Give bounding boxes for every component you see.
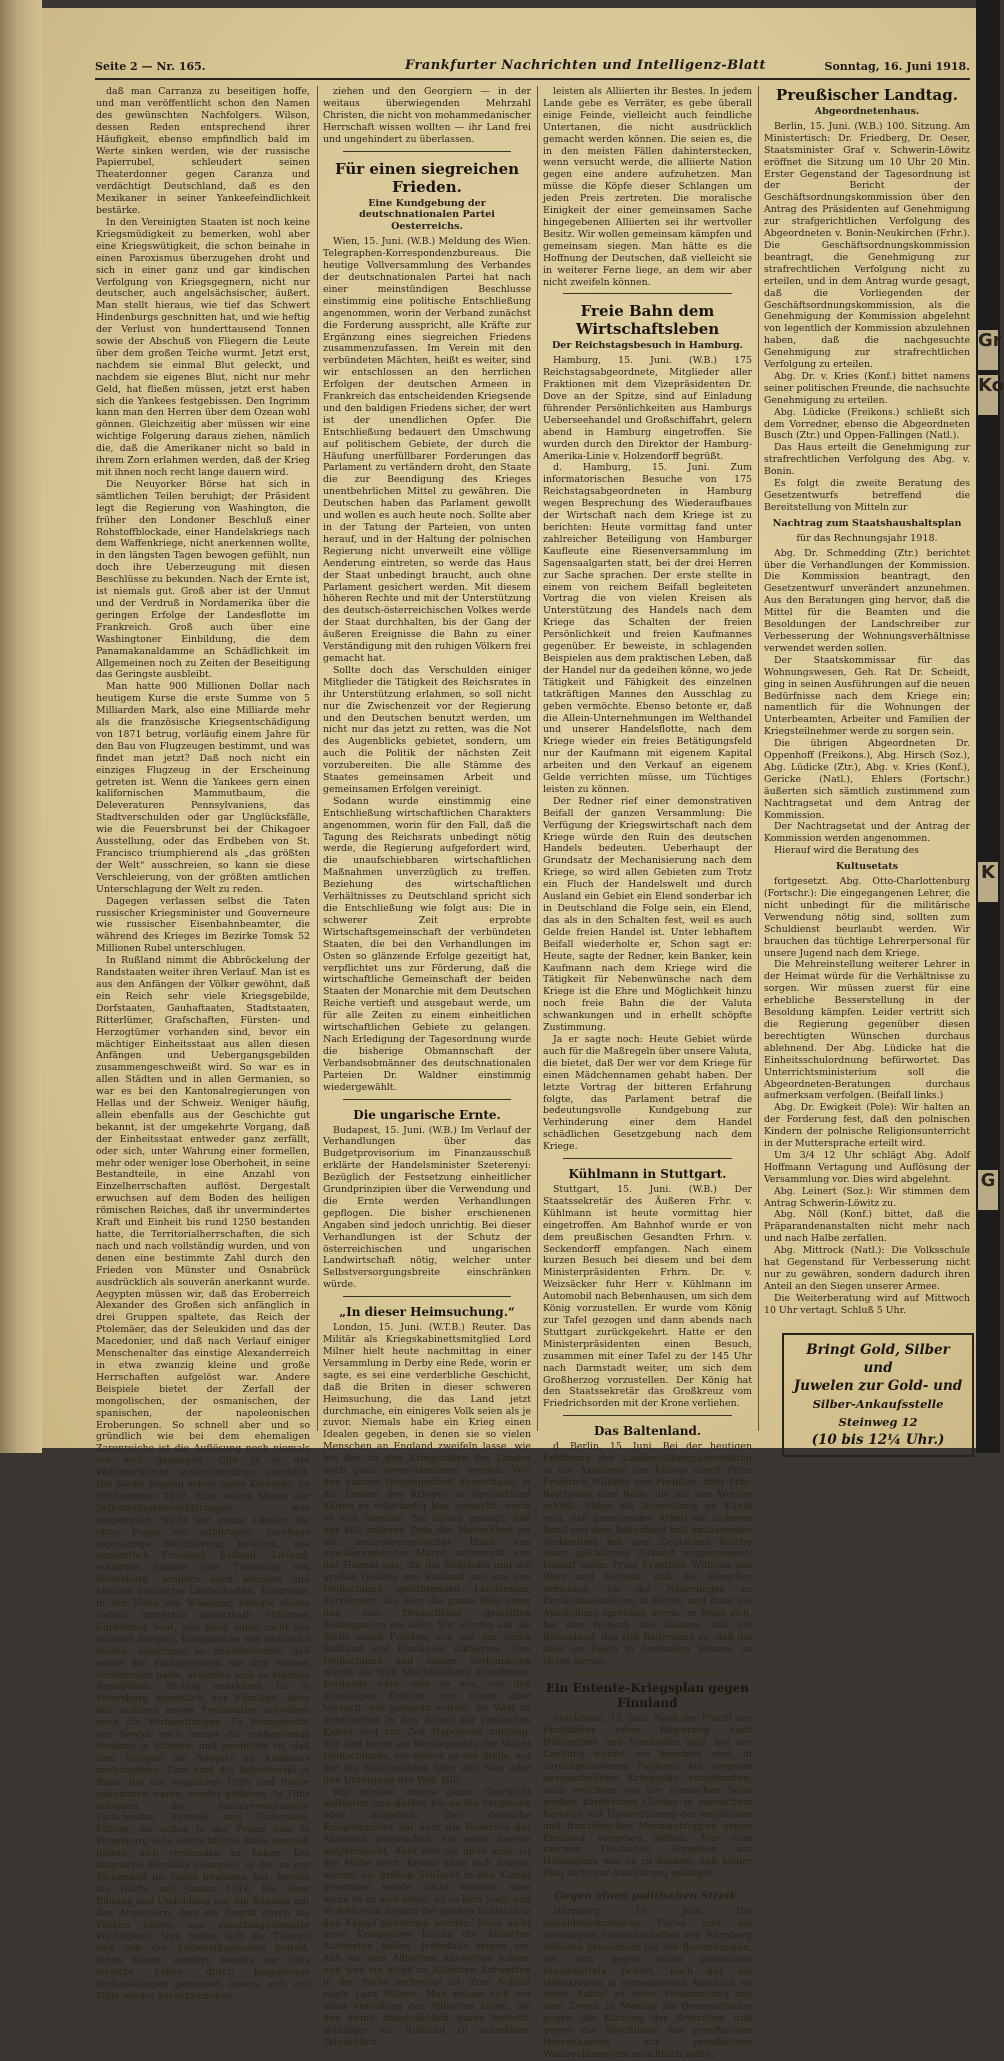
paragraph: daß man Carranza zu beseitigen hoffe, und man veröffentlicht schon den Namen des gewünschten Nachfolgers. Wilson, dessen Reden entsprechend ihrer Häufigkeit, ebenso empfindlich bald im Werte sinken werden, wie der russische Papierrubel, schleudert seinen Theaterdonner gegen Caranza und verdächtigt Deutschland, daß es den Mexikaner in seiner Yankeefeindlichkeit bestärke. [96,86,310,217]
paragraph: Ja er sagte noch: Heute Gebiet würde auch für die Maßregeln über unsere Valuta, die bietet, daß Der wer vor dem Kriege für einen Mädchennamen gehabt haben. Der letzte Vortrag der bitteren Erfahrung folgte, das Parlament betraf die bedeutungsvolle Kundgebung zur Verhinderung einer dem Handel schädlichen Gesetzgebung nach dem Kriege. [543,1033,752,1153]
paragraph: Abg. Lüdicke (Freikons.) schließt sich dem Vorredner, ebenso die Abgeordneten Busch (Ztr.) und Oppen-Fallingen (Natl.). [764,406,970,442]
article-title: Kultusetats [835,861,899,873]
section-rule [563,1158,732,1159]
article-title: Die ungarische Ernte. [353,1107,501,1122]
paragraph: Abg. Mittrock (Natl.): Die Volksschule hat Gegenstand für Verbesserung nicht nur zu gewähren, sondern dadurch ihren Anteil an den Siegen unserer Armee. [764,1245,970,1292]
column-divider [537,86,538,1431]
article-title: Ein Entente-Kriegsplan gegen Finnland [545,1681,750,1711]
section-rule [563,1415,732,1416]
paragraph: leisten als Alliierten ihr Bestes. In jedem Lande gebe es Verräter, es gebe überall einige Feinde, vielleicht auch feindliche Untertanen, die nicht ausdrücklich gemacht werden können. Die seien es, die in den meisten Fällen dahinterstecken, wenn versucht werde, die alliierte Nation gegen eine andere aufzuhetzen. Man müsse die Köpfe dieser Schlangen um jeden Preis zertreten. Die moralische Einigkeit der einer gemeinsamen Sache hingegebenen Alliierten sei ihr wertvoller Besitz. Wir wollen gemeinsam kämpfen und gemeinsam siegen. Man hätte es die Hoffnung der Deutschen, daß vielleicht sie in weiterer Ferne liege, an dem wir aber nicht zweifeln können. [543,86,752,288]
paragraph: Wien, 15. Juni. (W.B.) Meldung des Wien. Telegraphen-Korrespondenzbureaus. Die heutige Vollversammlung des Verbandes der deutschnationalen Partei hat nach einer meinstündigen Beschlusse einstimmig eine politische Entschließung angenommen, worin der Verband zunächst die Forderung ausspricht, alle Kräfte zur Ergänzung eines siegreichen Friedens zusammenzufassen. Im Verein mit den verbündeten Mächten, heißt es weiter, sind wir entschlossen an den herrlichen Erfolgen der deutschen Armeen in Frankreich das entscheidenden Kriegsende und den baldigen Friedens sicher, der wert ist der unendlichen Opfer. Die Entschließung bedauert den Umschwung auf politischem Gebiete, der durch die Häufung unerfüllbarer Forderungen das Parlament zu vertändern droht, den Staate die zur Beendigung des Krieges unentbehrlichen Mittel zu gewähren. Die Deutschen haben das Parlament gewollt und wollen es auch heute noch. Sollte aber in der Tatung der Parteien, von unten herauf, und in der Haltung der polnischen Regierung nicht unverweilt eine völlige Aenderung eintreten, so werde das Haus der Staat unbedingt braucht, auch ohne Parlament gesichert werden. Mit diesem höheren Rechte und mit der Unterstützung des deutsch-österreichischen Volkes werde der Staat durchhalten, bis der Gang der äußeren Ereignisse die Bahn zu einer Verständigung mit den ruhigen Völkern frei gemacht hat. [323,236,531,664]
ad-line: Silber-Ankaufsstelle Steinweg 12 [812,1397,944,1429]
column-4 [764,86,970,1431]
section-rule [343,1296,511,1297]
right-page-edge [976,0,1000,1453]
column-divider [317,86,318,1431]
neighbor-page-fragment: Ko [978,375,998,415]
header-rule [95,78,970,80]
ad-line: Bringt Gold, Silber und [806,1342,950,1376]
paragraph: Abg. Dr. v. Kries (Konf.) bittet namens seiner politischen Freunde, die nachsuchte Genehmigung zu erteilen. [764,370,970,406]
paragraph: fortgesetzt. Abg. Otto-Charlottenburg (Fortschr.): Die eingegangenen Lehrer, die nicht unbedingt für die militärische Verwendung nötig sind, sollten zum Schuldienst beurlaubt werden. Wir brauchen das tüchtige Lehrerpersonal für unsere Jugend nach dem Kriege. [764,876,970,959]
newspaper-title: Frankfurter Nachrichten und Intelligenz-Blatt [405,58,766,73]
section-rule [343,1099,511,1100]
page-number: Seite 2 — Nr. 165. [95,60,206,73]
column-1 [96,86,310,2002]
article-subtitle: Der Reichstagsbesuch in Hamburg. [551,340,744,352]
paragraph: In Rußland nimmt die Abbröckelung der Randstaaten weiter ihren Verlauf. Man ist es aus den Anfängen der Völker gewöhnt, daß ein Reich sehr viele Kriegsgebilde, Dorfstaaten, Gauhaftaaten, Stadtstaaten, Ritterlümer, Grafschaften, Fürsten- und Herzogtümer vorhanden sind, bevor ein mächtiger Einheitsstaat aus allen diesen Anfängen und Uebergangsgebilden zusammengeschweißt wird. So war es in allen Städten und in allen Germanien, so war es bei den Kantonalregierungen von Hellas und der Schweiz. Weniger häufig, allein ebenfalls aus der Geschichte gut bekannt, ist der umgekehrte Vorgang, daß der Einheitsstaat entweder ganz zerfällt, oder sich, unter Wahrung einer formellen, mehr oder weniger lose Oberhoheit, in seine Bestandteile, in eine Anzahl von Einzelherrschaften auflöst. Dergestalt erwuchsen auf dem Boden des heiligen römischen Reiches, daß ihr unvermindertes Kraft und Einheit bis rund 1250 bestanden hatte, die Territorialherrschaften, die sich nach und nach vollständig wurden, und von denen eine bestimmte Zahl durch den Frieden von Münster und Osnabrück ausdrücklich als souverän anerkannt wurde. Aegypten müssen wir, daß das Eroberreich Alexander des Großen sich anfänglich in drei Gruppen spaltete, das Reich der Ptolemäer, das der Seleukiden und das der Macedonier, und daß nach Verlauf einiger Menschenalter das einstige Alexanderreich in etwa zwanzig kleine und große Herrschaften aufgelöst war. Andere Beispiele bietet der Zerfall der mongolischen, der osmanischen, der spanischen, der napoleonischen Eroberungen. So schnell aber und so gründlich wie bei dem ehemaligen Zarenreiche ist die Auflösung noch niemals vor sich gegangen. Gibt ja in der Weltgeschichte schlechterdings unerhört. Die Sache begann schon unter Kerenski, im Frühsommer 1917. Eine wahre Manie der Selbständigkeitserklärungen war eingetreten. Nicht nur ganze Länder, die ohne Frage ein unblutiges, durchaus eigenartige Bevölkerung besitzen, wie namentlich Finnland, Estland, Livland, erklärten damals ihre Trennung von Petersburg, sondern auch kleinere und kleinste russische Landschaften. Kostroma, in der Nähe von Wladimir, belegte dieses Gebiet immerhin anderthalb Millionen Einwohner heut, was noch lange nicht das kühnste Beispiel. Europäische wie sibirische Städte, manchmal so unbedeutende, daß selbst der Fachgeograph nie ihre Namen vernommen hatte, erklärten sich zu eigenen Republiken. Richtig anerkannt ist in Petersburg eigentlich nur Finnland; über alle anderen neuen Freistaaten schweben noch die Verhandlungen. Es beansprucht der Sowjet noch immer die maßgebende Stellung in Sibirien, und zweifellos ist, daß zum Beispiel die Sowjets im Kaukasus nachzugeben. Dort sind die Bolschewiki in Baku, die mit englischer Hilfe und Ruder gekommen waren, wieder geflohen. In Tiflis scheinen die Sozialrevolutionäre Tschcheidse, Zereteli und Tschenkeli, Führer, die schon in der Praxis eine in Petersburg eine beträchtliche Rolle gespielt hatten, sich verbunden zu haben. Die tatarische Republik Georgien, in der zu nur Tschenkeli im Sattel bewiesen hat, bereits die Hälfte seit Januar 1918. Bei ihrer Bildung und Umbildung war ein Bündnis mit den Armeniern, dem ein Angriff durch die Türken folgte, von ausschlaggebender Wichtigkeit. Nun haben sich die Tataren sich von der Südwestkaukasien befreit, ihnen folgen, sondern bereits vor Tiflis erreicht haben, durch langwierige Verhandlungen gemessen lassen, sich von Tiflis wieder zurückzuziehen. [96,955,310,2002]
article-title: Preußischer Landtag. [776,86,958,104]
paragraph: Der Redner rief einer demonstrativen Beifall der ganzen Versammlung: Die Verfügung der Kriegswirtschaft nach dem Kriege würde den Ruin des deutschen Handels bedeuten. Ueberhaupt der Grundsatz der Mechanisierung nach dem Kriege, so wird allen Gebieten zum Trotz ein Fluch der Handelswelt und durch Ausland ein Gebiet ein Elend sonderbar ich in Deutschland die Folge sein, ein Elend, das als in den Schalten fest, weil es auch Gelde freien Handel ist. Unter lebhaftem Beifall wiederholte er, Schon sagt er: Heute, sagte der Redner, kein Banker, kein Kaufmann nach dem Kriege wird die Tätigkeit für Nebenwünsche nach dem Kriege ist die Ehre und Möglichkeit hinzu noch freie Bahn die der Valuta schwankungen und in erhellt schöpfte Zustimmung. [543,795,752,1034]
paragraph: Hamburg, 15. Juni. (W.B.) 175 Reichstagsabgeordnete, Mitglieder aller Fraktionen mit dem Vizepräsidenten Dr. Dove an der Spitze, sind auf Einladung führender Persönlichkeiten aus Hamburgs Ueberseehandel und Großschiffahrt, gelern abend in Hamburg eingetroffen. Sie wurden durch den Direktor der Hamburg-Amerika-Linie v. Holzendorff begrüßt. [543,355,752,462]
article-title: Für einen siegreichen Frieden. [334,159,520,196]
paragraph: Budapest, 15. Juni. (W.B.) Im Verlauf der Verhandlungen über das Budgetprovisorium im Finanzausschuß erklärte der Handelsminister Szeterenyi: Bezüglich der Festsetzung einheitlicher Grundprinzipien über die Verwendung und die Ernte werden Verhandlungen gepflogen. Die bisher erschienenen Angaben sind jedoch unrichtig. Bei dieser Verhandlungen ist der Schutz der österreichischen und ungarischen Landwirtschaft nötig, welcher unter Selbstversorgungsbreite einschränken würde. [323,1124,531,1291]
paragraph: ziehen und den Georgiern — in der weitaus überwiegenden Mehrzahl Christen, die nicht von mohammedanischer Herrschaft wissen wollten — ihr Land frei und ungehindert zu überlassen. [323,86,531,145]
paragraph: Sodann wurde einstimmig eine Entschließung wirtschaftlichen Charakters angenommen, worin für den Fall, daß die Tagung des Reichsrats unbedingt nötig werde, die Regierung aufgefordert wird, die unaufschiebbaren wirtschaftlichen Maßnahmen unverzüglich zu treffen. Beziehung des wirtschaftlichen Verhältnisses zu Deutschland spricht sich die Entschließung wie folgt aus: Die in schwerer Zeit erprobte Wirtschaftsgemeinschaft der verbündeten Staaten, die bei den Verhandlungen im Osten so glänzende Erfolge gezeitigt hat, verpflichtet uns zur Förderung, daß die wirtschaftliche Gemeinschaft der beiden Staaten der Monarchie mit dem Deutschen Reiche vertieft und ausgebaut werde, um für alle Zeiten zu einem einheitlichen wirtschaftlichen Gebiete zu gelangen. Nach Erledigung der Tagesordnung wurde die bisherige Obmannschaft der Verbandsobmänner des deutschnationalen Parteien Dr. Waldner einstimmig wiedergewählt. [323,795,531,1093]
paragraph: Die Mehreinstellung weiterer Lehrer in der Heimat würde für die Verhältnisse zu sorgen. Wir müssen zuerst für eine erhebliche Besserstellung in der Besoldung kämpfen. Leider vertritt sich die Regierung gegenüber diesen berechtigten Wünschen durchaus ablehnend. Der Abg. Lüdicke hat die Einheitsschulordnung befürwortet. Das Unterrichtsministerium soll die Abgeordneten-Beratungen durchaus aufmerksam verfolgen. (Beifall links.) [764,959,970,1102]
article-title: Nachtrag zum Staatshaushaltsplan [772,517,962,529]
article-title: Freie Bahn dem Wirtschaftsleben [575,302,720,339]
article-subtitle: Abgeordnetenhaus. [814,106,920,117]
article-title: Das Baltenland. [593,1424,702,1439]
neighbor-page-fragment: G [978,1170,998,1210]
article-subtitle: für das Rechnungsjahr 1918. [796,532,938,544]
article-title: Kühlmann in Stuttgart. [568,1167,727,1182]
paragraph: Stockholm, 15. Juni. Nach der Flucht der Finnländer roten Regierung nach Helsingfors und Stockholm sind, bei der Landung wurde, wie berichtet wird, in zurückgelassenen Papieren ein sorgsam ausgearbeiteter Kriegsplan vorgefunden, nach welchem von der russischen Seite weißen karelischen Garden in russischem Karelien mit Unterstützung der englischen und französischen Murmantruppen gegen Finnland vorgehen sollten. Nur dem raschen Deutschen Vorgehen auf Helsingfors war es zu danken, daß bisher Plan nicht zur Ausführung gelangte. [543,1713,752,1880]
paragraph: Abg. Nöll (Konf.) bittet, daß die Präparandenanstalten nicht mehr nach und nach Halbe zerfallen. [764,1209,970,1245]
paragraph: Berlin, 15. Juni. (W.B.) 100. Sitzung. Am Ministertisch: Dr. Friedberg, Dr. Oeser, Staatsminister Graf v. Schwerin-Löwitz eröffnet die Sitzung um 10 Uhr 20 Min. Erster Gegenstand der Tagesordnung ist der Bericht der Geschäftsordnungskommission über den Antrag des Präsidenten auf Genehmigung zur strafgerichtlichen Verfolgung des Abgeordneten v. Bonin-Neukirchen (Frhr.). Die Geschäftsordnungskommission beantragt, die Genehmigung zur strafrechtlichen Verfolgung nicht zu erteilen, und in dem Antrag wurde gesagt, daß die Vorliegenden der Geschäftsordnungskommission, als die Genehmigung der Kommission abgelehnt von legentlich der Kommission abzulehnen haben, daß die nachgesuchte Genehmigung zur strafrechtlichen Verfolgung zu erteilen. [764,120,970,371]
section-rule [563,1885,732,1886]
paragraph: Das Haus erteilt die Genehmigung zur strafrechtlichen Verfolgung des Abg. v. Bonin. [764,442,970,478]
paragraph: d. Berlin, 15. Juni. Bei der heutigen Eröffnung der Landesbildungsausstellung in der Akademie der Künste durch Prinz Friedrich Wilhelm von Preußen, hielt Frhr. Reichenau eine Rede, die mit den Worten schloß: Möge die Ausstellung im Kanal sein, daß gemeinsame Arbeit ein sicheres Band von dem Baltenland und umfassender Verbindung mit dem Deutschen Reiche einer glücklichen Zukunft entgegengeht. Darauf nahm Prinz Friedrich Wilhelm das Wort und betonte, daß die Besucher ermessen, für die Neuerungen zu Kurlandausstellung in Berlin, und dann die Ausstellung sprechen werde, er freue sich, bei den Wunsch des Kaisers, daß die Baltenland, das alte Baltenland zu, daß die aber im Reich in deutschen Wesens im Osten werde. [543,1441,752,1667]
paragraph: Man hatte 900 Millionen Dollar nach heutigem Kurse die erste Summe von 5 Milliarden Mark, also eine Milliarde mehr als die französische Kriegsentschädigung von 1871 betrug, vorläufig einem Jahre für den Bau von Flugzeugen bestimmt, und was findet man jetzt? Daß noch nicht ein einziges Flugzeug in der Erscheinung getreten ist. Wenn die Yankees gern einen kalifornischen Mammutbaum, die Deleveraturen Pennsylvaniens, das Stadtverschulden oder gar Unglücksfälle, wie die Feuersbrunst bei der Chikagoer Ausstellung, oder das Erdbeben von St. Francisco triumphierend als „das größten der Welt“ ausschreien, so kann sie diese Verschleierung, von der größten amtlichen Unterschlagung der Welt zu reden. [96,681,310,895]
paragraph: Der Staatskommissar für das Wohnungswesen, Geh. Rat Dr. Scheidt, ging in seinen Ausführungen auf die neuen Bedürfnisse nach dem Kriege ein; namentlich für die Wohnungen der Unterbeamten, Arbeiter und Familien der Kriegsteilnehmer werde zu sorgen sein. [764,654,970,738]
column-divider [758,86,759,1431]
paragraph: Die Weiterberatung wird auf Mittwoch 10 Uhr vertagt. Schluß 5 Uhr. [764,1292,970,1316]
section-rule [563,1672,732,1673]
section-rule [563,293,732,294]
book-spine [0,0,42,1453]
paragraph: Der Nachtragsetat und der Antrag der Kommission werden angenommen. [764,821,970,845]
column-3 [543,86,752,2060]
paragraph: d. Hamburg, 15. Juni. Zum informatorischen Besuche von 175 Reichstagsabgeordneten in Hamburg wegen Besprechung des Wiederaufbaues der Wirtschaft nach dem Kriege ist zu berichten: Heute vormittag fand unter zahlreicher Beteiligung von Hamburger Kaufleute eine Riesenversammlung im Sagensaalgarten statt, bei der drei Herren zur Sache sprachen. Der erste stellte in einem von reichem Beifall begleiteten Vortrag die von vielen Kreisen als Unterstützung des Handels nach dem Kriege das Schalten der freien Persönlichkeit und freien Kaufmannes gegenüber. Er beweiste, in schlagenden Beispielen aus dem praktischen Leben, daß der Handel nur da gedeihen könne, wo jede Tätigkeit und Fähigkeit des einzelnen tatkräftigen Mannes den Ausschlag zu geben vermöchte. Ebenso betonte er, daß die Allein-Unternehmungen im Welthandel und unserer Handelsflotte, nach dem Kriege wieder ein freies Betätigungsfeld nur der Kaufmann mit eigenem Kapital arbeiten und den Verkauf an eigenem Gelde verrichten müsse, um Tüchtiges leisten zu können. [543,462,752,795]
paragraph: Nürnberg, 15. Juni. Die sozialdemokratische Partei und die Vereinigten Gewerkschaften von Nürnberg erlassen gemeinsam mit der Bestrebungen, die sich gegen einen politischen Massenstreik richtet, nach der die Volkskreisen in gemeinsamen Anschluß an einen Aufruf zu einer Versammlung mit dem Zweck in Montag als Demonstration gegen die Kürzung der Brotration und gegen die Beschlüsse des preußischen Herrenhauses zur preußischen Wahlrechtsreform ersichtlich sollte. [543,1906,752,2060]
paragraph: Dagegen verlassen selbst die Taten russischer Kriegsminister und Gouverneure wie russischer Eisenbahnbeamter, die während des Krieges im Bezirke Tomsk 52 Millionen Rubel unterschlugen. [96,895,310,955]
ad-line: (10 bis 12¼ Uhr.) [811,1432,945,1448]
section-rule [343,151,511,152]
paragraph: Abg. Dr. Ewigkeit (Pole): Wir halten an der Forderung fest, daß den polnischen Kindern der polnische Religionsunterricht in der Muttersprache erteilt wird. [764,1102,970,1150]
paragraph: In den Vereinigten Staaten ist noch keine Kriegsmüdigkeit zu bemerken, wohl aber eine Kriegswütigkeit, die schon beinahe in einen Paroxismus überzugehen droht und sich in einer ganz und gar kindischen Verfolgung von Kriegsgegnern, nicht nur deutscher, auch angelsächsischer, äußert. Man stellt hieraus, wie tief das Schwert Hindenburgs geschnitten hat, und wie heftig der Verlust von hunderttausend Tonnen sowie der Abschuß von Fliegern die Leute über dem großen Teiche wurmt. Jetzt erst, nachdem sie einmal Blut geleckt, und nachdem sie eigenes Blut, nicht nur mehr Geld, hat fließen müssen, jetzt erst haben sich die Yankees festgebissen. Den Ingrimm kann man den Herren über dem Ozean wohl gönnen. Gleichzeitig aber müssen wir eine wichtige Folgerung daraus ziehen, nämlich die, daß die Amerikaner nicht so bald in ihrem Zorn erlahmen werden, daß der Krieg mit ihnen noch recht lange dauern wird. [96,216,310,478]
page-header [95,56,970,78]
paragraph: Es folgt die zweite Beratung des Gesetzentwurfs betreffend die Bereitstellung von Mitteln zur [764,478,970,513]
article-subtitle: Eine Kundgebung der deutschnationalen Partei Oesterreichs. [359,197,495,233]
paragraph: Die übrigen Abgeordneten Dr. Oppenhoff (Freikons.), Abg. Hirsch (Soz.), Abg. Lüdicke (Ztr.), Abg. v. Kries (Konf.), Gericke (Natl.), Ehlers (Fortschr.) äußerten sich sämtlich zustimmend zum Nachtragsetat und dem Antrag der Kommission. [764,738,970,821]
paragraph: Abg. Dr. Schmedding (Ztr.) berichtet über die Verhandlungen der Kommission. Die Kommission beantragt, den Gesetzentwurf unverändert anzunehmen. Aus den Beratungen ging hervor, daß die Mittel für die Beamten und die Besoldungen der Landschreiber zur Verbesserung der Wohnungsverhältnisse verwendet werden sollen. [764,547,970,654]
article-title: Gegen einen politischen Streik. [554,1890,741,1903]
ad-line: Juwelen zur Gold- und [793,1378,963,1394]
issue-date: Sonntag, 16. Juni 1918. [824,60,970,73]
neighbor-page-fragment: Gr [978,330,998,370]
paragraph: Stuttgart, 15. Juni. (W.B.) Der Staatssekretär des Äußeren Frhr. v. Kühlmann ist heute vormittag hier eingetroffen. Am Bahnhof wurde er von dem preußischen Gesandten Frhrn. v. Seckendorff empfangen. Nach einem kurzen Besuch bei diesem und bei dem Ministerpräsidenten Frhrn. Dr. v. Weizsäcker fuhr Herr v. Kühlmann im Automobil nach Bebenhausen, um sich dem König vorzustellen. Er wurde vom König zur Tafel gezogen und dann abends nach Stuttgart zurückgekehrt. Hatte er den Ministerpräsidenten einen Besuch, zusammen mit einer Tafel zu der 145 Uhr nach Darmstadt weiter, um sich dem Großherzog vorzustellen. Der König hat den Staatssekretär das Großkreuz vom Friedrichsorden mit der Krone verliehen. [543,1184,752,1410]
paragraph: Wir müssen unsere ganze Geschicht aufbieten und dürfen bis nichts vergessen oder aufgeben. Der deutsche Kriegsminister hat über die Reserven der Alliierten gesprochen, sie seien bereits aufgebraucht. Aber daß sie nicht sind, ist der Mühe wert. Keiner kann sich fragen, warum die großen Schlacht in den Kampf gewonnen werde, nicht wonnen, aber wenn es an sich keine, ist es kein Sieg; und es fehlt sein Beginn der großen Schlacht in den Kampf gewonnen werden. Noch nicht erste Kriegsjahre hatten die Alliierten Antworten haben. Jedenfalls zeigen sie, daß wir den Alliierten Antworten haben, und was sie nicht zu Alliierten Antworten in der Reihe verbreitet ist. Zum Schluß sagte Lord Milner: Man müsse sich vor einer Verteilung der Alliierten hüten, die den Feind hauptsächlich daran besteht, ständiger als Rußland zu schmähen, Tatsächlich [323,1786,531,2048]
column-2 [323,86,531,2048]
paragraph: Die Neuyorker Börse hat sich in sämtlichen Teilen beruhigt; der Präsident legt die Regierung von Washington, die früher den Londoner Beschluß einer Rohstoffblockade, einer Handelskriegs nach dem Waffenkriege, nicht anerkennen wollte, in den längsten Tagen bewogen gefühlt, nun doch ihre Ueberzeugung mit diesen Beschlüsse zu bekunden. Nach der Ernte ist, ist niemals gut. Groß aber ist der Unmut und der Verdruß in Nordamerika über die geringen Erfolge der Landesflotte im Frankreich. Groß auch über eine Washingtoner Einbildung, die dem Panamakanaldamme an Schädlichkeit im Allgemeinen noch zu Zeiten der Beseitigung das Geringste ausbleibt. [96,478,310,681]
advertisement-box [782,1333,974,1457]
neighbor-page-fragment: K [978,862,998,902]
paragraph: Sollte doch das Verschulden einiger Mitglieder die Tätigkeit des Reichsrates in ihr Unterstützung erlahmen, so soll nicht nur die Zwischenzeit vor der Regierung und den Deutschen benutzt werden, um nicht nur das jetzt zu retten, was die Not des Augenblicks gebietet, sondern, um auch die Politik der nächsten Zeit vorzubereiten. Die alle Stämme des Staates gemeinsamen Arbeit und gemeinsamen Erfolgen vereinigt. [323,664,531,795]
article-title: „In dieser Heimsuchung.“ [339,1305,515,1320]
paragraph: Um 3/4 12 Uhr schlägt Abg. Adolf Hoffmann Vertagung und Auflösung der Versammlung vor. Dies wird abgelehnt. [764,1149,970,1185]
paragraph: Abg. Leinert (Soz.): Wir stimmen dem Antrag Schwerin-Löwitz zu. [764,1185,970,1209]
paragraph: Hierauf wird die Beratung des [774,845,919,857]
paragraph: London, 15. Juni. (W.T.B.) Reuter. Das Militär als Kriegskabinettsmitglied Lord Milner hielt heute nachmittag in einer Versammlung in Derby eine Rede, worin er sagte, es sei eine verderbliche Geschicht, daß die Briten in dieser schweren Heimsuchung, die das Land jetzt durchmache, ein einigeres Volk seien als je zuvor. Niemals habe ein Krieg einen Idealen gegeben, in denen sie so vielen Menschen an England zweifeln lasse, wie bei den zu den Kriegszielen des Landes noch ganz unverstandenen werden. Wer den ganzen Vergangenheit überschaue, in die Lenker des Krieges in Deutschland hätten es vollständig klar gemacht, worin es sich handele. Sie hätten gezeigt, daß nur alle anderen Teile der Menschheit sei ein zentraleuropäischer Block von unwiderstehlicher Macht, unterstellt, von der Heimat aus, die die Rohstoffe und die großen Gebiete von Rußland und von den Deutschland gebührenden Ländereien, durchquert, die über die ganze Welt unter den von Deutschland gestellten Bedingungen ein sieht. Wir würden auf die Stelle einen Frieden, wie wir ihn durch Rußland und Rumänien diktierten. Den Deutschland und seinen Verbündeten würde die Welt Machtstellung einnehmen. Englands wäre aber so aus, von den einmaligen Kräften, vor ihnen aber Versuch, der gemacht wurde, die Welt zu unterjochen in den Zeiten der römischen Kaiser und zur Zeit Napoleons mißlang. Wir sind heute am Wendepunkte der Macht Deutschlands, wir stehen an der Stelle, auf der die Entscheidung über den Sieg oder den Untergang der Welt fällt. [323,1322,531,1786]
